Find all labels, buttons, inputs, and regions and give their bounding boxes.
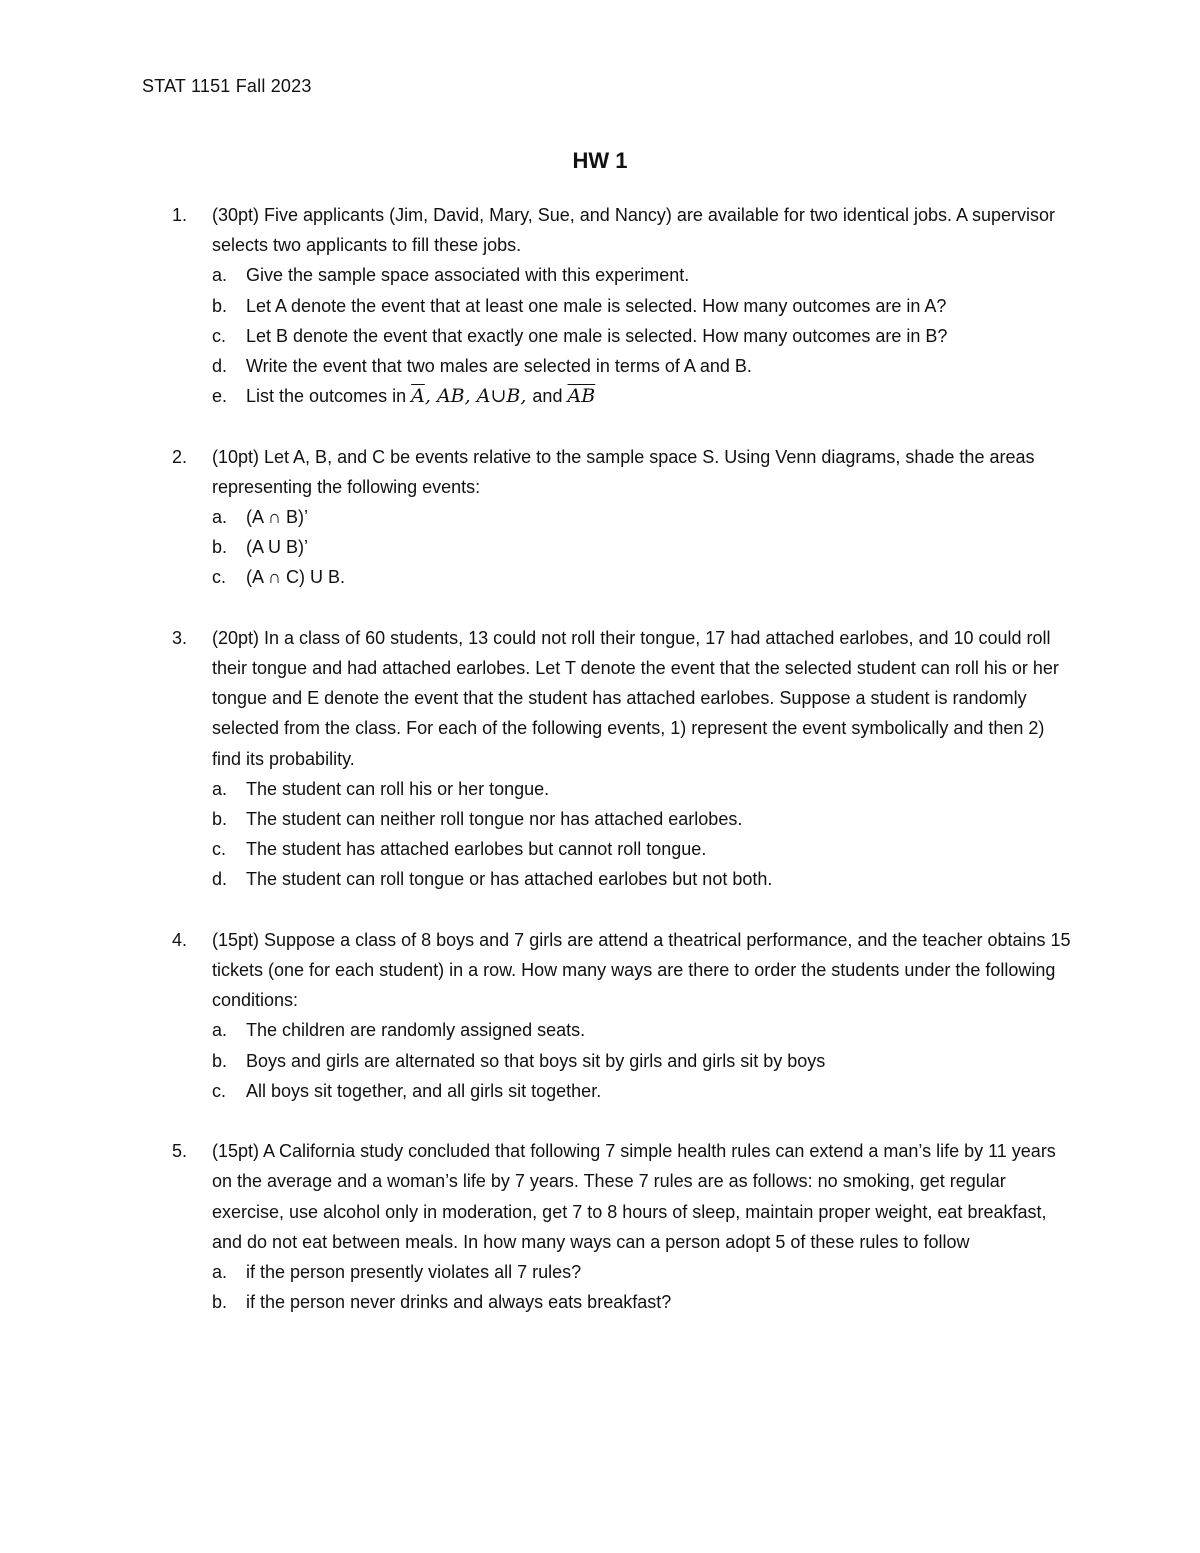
problem-part: [212, 1076, 1072, 1106]
problem-part: [212, 864, 1072, 894]
course-header: STAT 1151 Fall 2023: [142, 76, 312, 96]
part-letter: d.: [212, 356, 228, 377]
problem-part: [212, 1046, 1072, 1076]
problem-list: [172, 200, 1072, 1348]
problem-5: [172, 1136, 1072, 1317]
part-text: The student can roll his or her tongue.: [246, 778, 550, 799]
problem-number: 1.: [172, 205, 188, 225]
page-title: HW 1: [572, 148, 628, 173]
problem-text: (20pt) In a class of 60 students, 13 could not roll their tongue, 17 had attached earlobes, and 10 could roll their tongue and had attached earlobes. Let T denote the event that the selected student can roll his or her tongue and E denote the event that the student has attached earlobes. Suppose a student is randomly selected from the class. For each of the following events, 1) represent the event symbolically and then 2) find its probability.: [212, 627, 1059, 769]
part-text: List the outcomes in: [246, 386, 407, 407]
problem-number: 3.: [172, 627, 188, 648]
problem-text: (30pt) Five applicants (Jim, David, Mary, Sue, and Nancy) are available for two identical jobs. A supervisor selects two applicants to fill these jobs.: [212, 205, 1056, 256]
part-letter: a.: [212, 778, 228, 799]
problem-part: [212, 1015, 1072, 1045]
part-text: The student can roll tongue or has attached earlobes but not both.: [246, 869, 773, 890]
problem-part: [212, 774, 1072, 804]
part-text: (A U B)’: [246, 537, 309, 558]
part-text: Write the event that two males are selected in terms of A and B.: [246, 356, 752, 377]
part-text: (A ∩ B)’: [246, 507, 308, 528]
math-expression: $\overline{A}$, AB, A∪B,: [411, 385, 533, 408]
part-text: The student has attached earlobes but cannot roll tongue.: [246, 839, 707, 860]
problem-part: [212, 1287, 1072, 1317]
problem-text: (15pt) Suppose a class of 8 boys and 7 girls are attend a theatrical performance, and the teacher obtains 15 tickets (one for each student) in a row. How many ways are there to order the students under the following conditions:: [212, 929, 1071, 1011]
problem-part: [212, 834, 1072, 864]
problem-3: [172, 623, 1072, 895]
part-text: The student can neither roll tongue nor has attached earlobes.: [246, 809, 743, 830]
problem-part: [212, 351, 1072, 381]
problem-part: [212, 291, 1072, 321]
part-letter: a.: [212, 1262, 228, 1283]
problem-part: [212, 260, 1072, 290]
problem-text: (10pt) Let A, B, and C be events relative to the sample space S. Using Venn diagrams, shade the areas representing the following events:: [212, 446, 1035, 497]
part-text: All boys sit together, and all girls sit together.: [246, 1080, 602, 1101]
part-letter: c.: [212, 1080, 227, 1101]
part-letter: b.: [212, 295, 228, 316]
part-letter: b.: [212, 1050, 228, 1071]
problem-number: 4.: [172, 929, 188, 950]
problem-part: [212, 381, 1072, 411]
problem-part: [212, 532, 1072, 562]
math-and-word: and: [532, 386, 563, 407]
part-letter: c.: [212, 325, 227, 346]
part-letter: e.: [212, 386, 228, 407]
part-letter: c.: [212, 839, 227, 860]
problem-number: 2.: [172, 446, 188, 467]
problem-number: 5.: [172, 1141, 188, 1162]
math-ab: AB: [436, 385, 465, 408]
part-letter: a.: [212, 1020, 228, 1041]
math-a-union-b: A∪B: [476, 385, 521, 408]
part-letter: b.: [212, 1292, 228, 1313]
part-letter: b.: [212, 809, 228, 830]
math-a-complement: $\overline{A}$: [411, 385, 425, 408]
part-text: if the person presently violates all 7 rules?: [246, 1262, 582, 1283]
part-text: Let B denote the event that exactly one male is selected. How many outcomes are in B?: [246, 325, 948, 346]
part-text: (A ∩ C) U B.: [246, 567, 345, 588]
part-text: Give the sample space associated with this experiment.: [246, 265, 690, 286]
problem-text: (15pt) A California study concluded that following 7 simple health rules can extend a man’s life by 11 years on the average and a woman’s life by 7 years. These 7 rules are as follows: no smoking, get regular exercise, use alcohol only in moderation, get 7 to 8 hours of sleep, maintain proper weight, eat breakfast, and do not eat between meals. In how many ways can a person adopt 5 of these rules to follow: [212, 1141, 1056, 1252]
part-text: The children are randomly assigned seats.: [246, 1020, 586, 1041]
part-letter: d.: [212, 869, 228, 890]
problem-part: [212, 1257, 1072, 1287]
problem-part: [212, 321, 1072, 351]
part-letter: c.: [212, 567, 227, 588]
part-text: Let A denote the event that at least one male is selected. How many outcomes are in A?: [246, 295, 947, 316]
math-ab-complement: $\overline{AB}$: [567, 385, 596, 408]
part-letter: b.: [212, 537, 228, 558]
part-letter: a.: [212, 507, 228, 528]
problem-4: [172, 925, 1072, 1106]
part-text: if the person never drinks and always eats breakfast?: [246, 1292, 672, 1313]
part-letter: a.: [212, 265, 228, 286]
part-text: Boys and girls are alternated so that boys sit by girls and girls sit by boys: [246, 1050, 826, 1071]
problem-2: [172, 442, 1072, 593]
problem-part: [212, 804, 1072, 834]
problem-part: [212, 562, 1072, 592]
problem-part: [212, 502, 1072, 532]
problem-1: [172, 200, 1072, 411]
